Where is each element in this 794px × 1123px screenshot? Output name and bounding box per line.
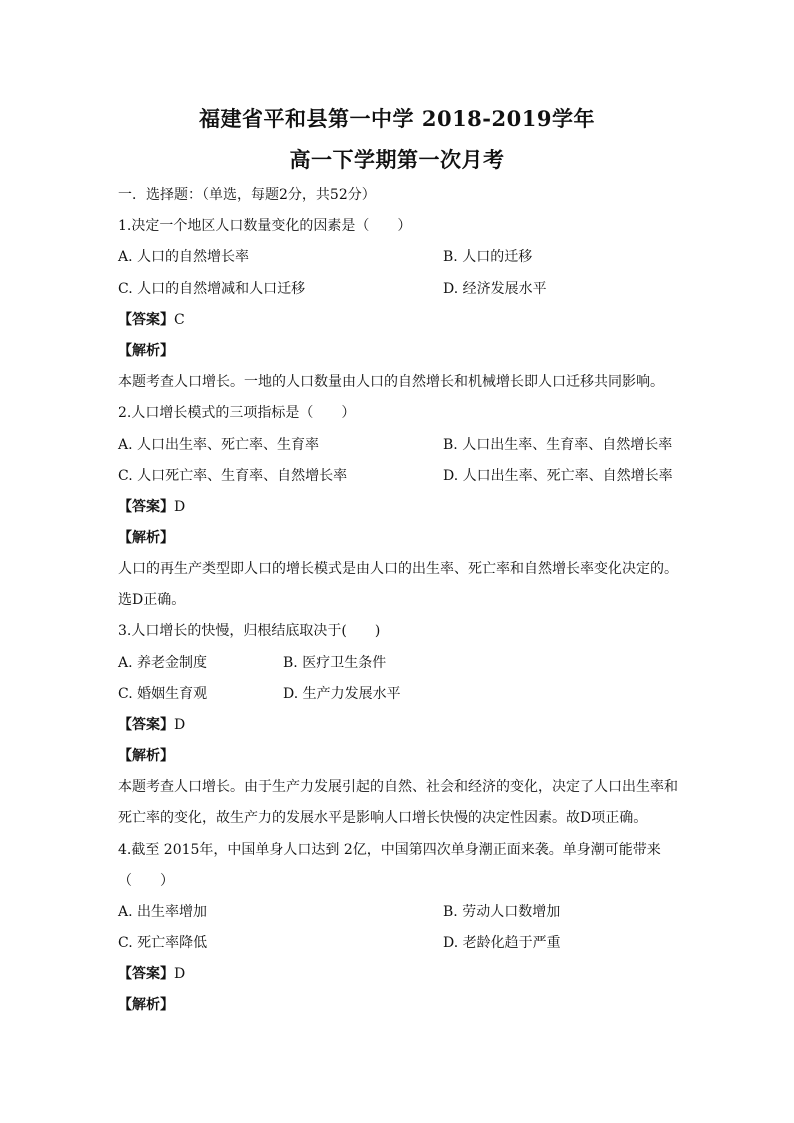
- question-3-analysis-text: 死亡率的变化，故生产力的发展水平是影响人口增长快慢的决定性因素。故D项正确。: [118, 810, 648, 826]
- answer-label: 【答案】: [118, 717, 174, 733]
- question-3-option-b: B. 医疗卫生条件: [283, 655, 387, 671]
- question-1-option-b: B. 人口的迁移: [443, 249, 533, 265]
- answer-label: 【答案】: [118, 966, 174, 982]
- question-3-option-d: D. 生产力发展水平: [283, 686, 401, 702]
- answer-value: D: [174, 499, 186, 515]
- question-1-analysis-label: 【解析】: [118, 343, 174, 359]
- question-4-analysis-label: 【解析】: [118, 997, 174, 1013]
- question-4-option-b: B. 劳动人口数增加: [443, 904, 561, 920]
- question-3-analysis-label: 【解析】: [118, 748, 174, 764]
- question-2-analysis-text: 选D正确。: [118, 592, 186, 608]
- question-3-option-c: C. 婚姻生育观: [118, 686, 208, 702]
- question-4-answer: [118, 964, 185, 984]
- document-subtitle: 高一下学期第一次月考: [289, 147, 505, 172]
- answer-value: D: [174, 717, 186, 733]
- question-1-answer: [118, 310, 185, 330]
- question-4-stem-continued: （ ）: [118, 873, 174, 889]
- document-title: 福建省平和县第一中学 2018-2019学年: [199, 106, 595, 131]
- question-2-option-d: D. 人口出生率、死亡率、自然增长率: [443, 468, 673, 484]
- section-heading: 一．选择题：（单选，每题2分，共52分）: [118, 187, 376, 203]
- question-1-stem: 1.决定一个地区人口数量变化的因素是（ ）: [118, 218, 412, 234]
- question-1-option-d: D. 经济发展水平: [443, 281, 547, 297]
- question-2-answer: [118, 497, 185, 517]
- question-1-analysis-text: 本题考查人口增长。一地的人口数量由人口的自然增长和机械增长即人口迁移共同影响。: [118, 374, 664, 390]
- answer-value: D: [174, 966, 186, 982]
- question-2-option-c: C. 人口死亡率、生育率、自然增长率: [118, 468, 348, 484]
- question-2-analysis-label: 【解析】: [118, 530, 174, 546]
- question-2-analysis-text: 人口的再生产类型即人口的增长模式是由人口的出生率、死亡率和自然增长率变化决定的。: [118, 561, 678, 577]
- question-3-answer: [118, 715, 185, 735]
- question-2-option-a: A. 人口出生率、死亡率、生育率: [118, 437, 320, 453]
- question-4-option-a: A. 出生率增加: [118, 904, 208, 920]
- answer-value: C: [174, 312, 185, 328]
- question-2-option-b: B. 人口出生率、生育率、自然增长率: [443, 437, 673, 453]
- question-1-option-c: C. 人口的自然增减和人口迁移: [118, 281, 306, 297]
- question-4-option-c: C. 死亡率降低: [118, 935, 208, 951]
- question-3-analysis-text: 本题考查人口增长。由于生产力发展引起的自然、社会和经济的变化，决定了人口出生率和: [118, 779, 678, 795]
- answer-label: 【答案】: [118, 499, 174, 515]
- answer-label: 【答案】: [118, 312, 174, 328]
- question-3-stem: 3.人口增长的快慢，归根结底取决于( ): [118, 623, 381, 639]
- question-3-option-a: A. 养老金制度: [118, 655, 208, 671]
- question-4-option-d: D. 老龄化趋于严重: [443, 935, 561, 951]
- question-2-stem: 2.人口增长模式的三项指标是（ ）: [118, 405, 356, 421]
- question-4-stem: 4.截至 2015年，中国单身人口达到 2亿，中国第四次单身潮正面来袭。单身潮可能带来: [118, 842, 661, 858]
- question-1-option-a: A. 人口的自然增长率: [118, 249, 250, 265]
